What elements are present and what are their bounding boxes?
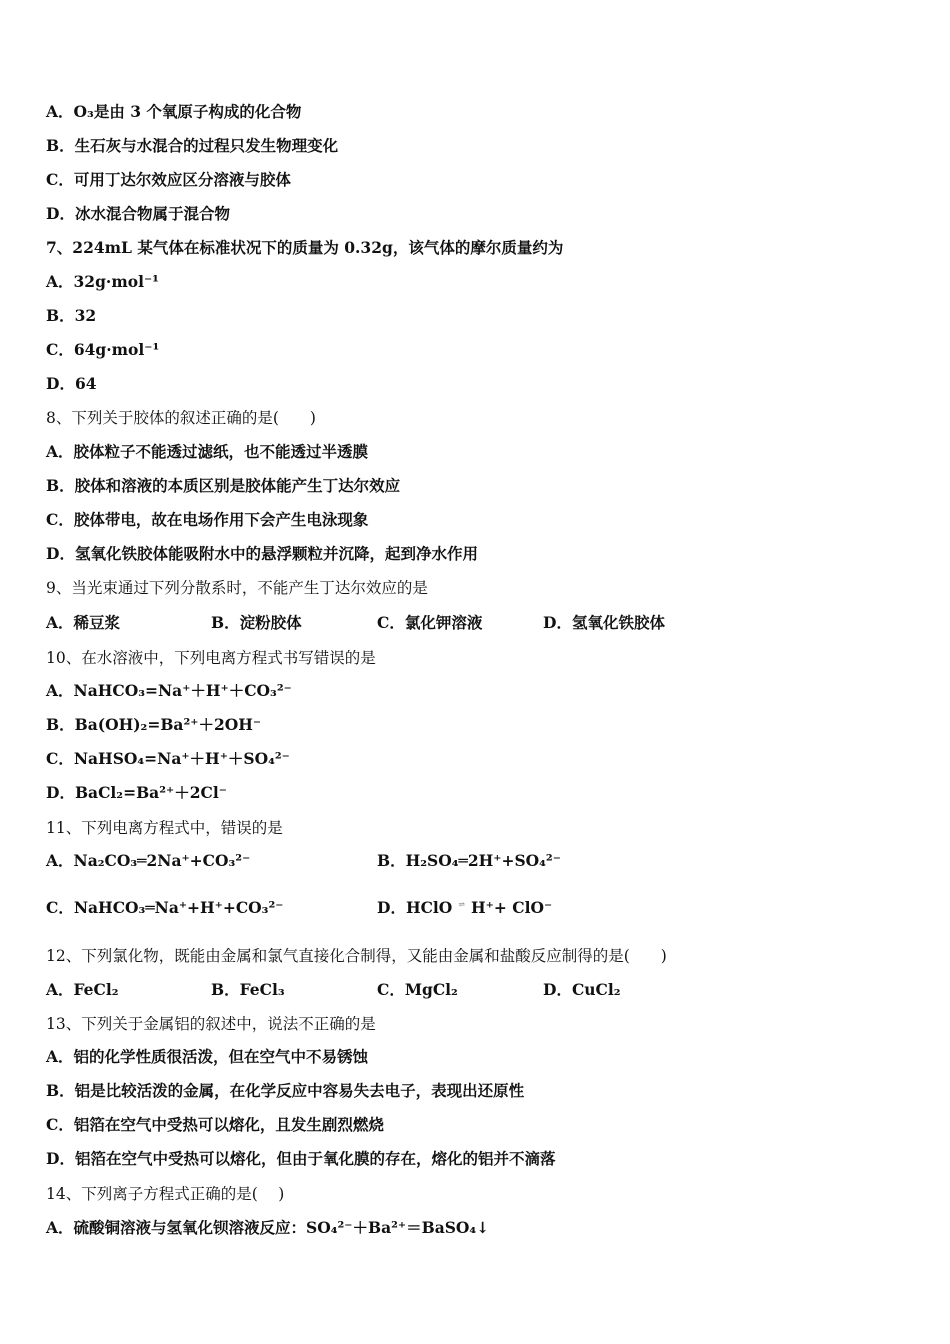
q11-stem: 11、下列电离方程式中，错误的是: [46, 819, 283, 837]
q9-option-d: D．氢氧化铁胶体: [543, 613, 665, 632]
q11-option-d-right: H⁺+ ClO⁻: [471, 898, 553, 917]
q9-options-row: [46, 611, 906, 635]
q9-option-c: C．氯化钾溶液: [377, 613, 483, 632]
q8-option-b: B．胶体和溶液的本质区别是胶体能产生丁达尔效应: [46, 476, 401, 495]
q10-option-c: C．NaHSO₄=Na⁺＋H⁺＋SO₄²⁻: [46, 749, 290, 768]
q7-option-d: D．64: [46, 374, 97, 393]
q13-option-b: B．铝是比较活泼的金属，在化学反应中容易失去电子，表现出还原性: [46, 1081, 525, 1100]
q11-option-b: B．H₂SO₄═2H⁺+SO₄²⁻: [377, 851, 561, 870]
q14-stem: 14、下列离子方程式正确的是( ): [46, 1185, 285, 1203]
q11-options-row-2: [46, 896, 906, 920]
q6-option-b: B．生石灰与水混合的过程只发生物理变化: [46, 136, 339, 155]
q9-stem: 9、当光束通过下列分散系时，不能产生丁达尔效应的是: [46, 579, 428, 597]
q10-option-b: B．Ba(OH)₂=Ba²⁺＋2OH⁻: [46, 715, 262, 734]
q10-option-d: D．BaCl₂=Ba²⁺＋2Cl⁻: [46, 783, 227, 802]
q7-stem: 7、224mL 某气体在标准状况下的质量为 0.32g，该气体的摩尔质量约为: [46, 238, 564, 257]
q6-option-c: C．可用丁达尔效应区分溶液与胶体: [46, 170, 291, 189]
q11-option-a: A．Na₂CO₃═2Na⁺+CO₃²⁻: [46, 851, 251, 870]
q8-option-d: D．氢氧化铁胶体能吸附水中的悬浮颗粒并沉降，起到净水作用: [46, 544, 478, 563]
q9-option-b: B．淀粉胶体: [211, 613, 302, 632]
equilibrium-arrow-icon: ⇌: [458, 899, 466, 909]
q10-stem: 10、在水溶液中，下列电离方程式书写错误的是: [46, 649, 376, 667]
q11-option-d-left: D．HClO: [377, 898, 453, 917]
q6-option-d: D．冰水混合物属于混合物: [46, 204, 230, 223]
q13-option-c: C．铝箔在空气中受热可以熔化，且发生剧烈燃烧: [46, 1115, 384, 1134]
q11-options-row-1: [46, 849, 906, 873]
q12-stem: 12、下列氯化物，既能由金属和氯气直接化合制得，又能由金属和盐酸反应制得的是( ): [46, 947, 667, 965]
q7-option-c: C．64g·mol⁻¹: [46, 340, 160, 359]
q8-option-c: C．胶体带电，故在电场作用下会产生电泳现象: [46, 510, 369, 529]
q7-option-a: A．32g·mol⁻¹: [46, 272, 159, 291]
q14-option-a: A．硫酸铜溶液与氢氧化钡溶液反应：SO₄²⁻＋Ba²⁺＝BaSO₄↓: [46, 1218, 490, 1237]
q10-option-a: A．NaHCO₃=Na⁺＋H⁺＋CO₃²⁻: [46, 681, 292, 700]
q11-option-c: C．NaHCO₃═Na⁺+H⁺+CO₃²⁻: [46, 898, 284, 917]
q13-option-a: A．铝的化学性质很活泼，但在空气中不易锈蚀: [46, 1047, 369, 1066]
q6-option-a: A．O₃是由 3 个氧原子构成的化合物: [46, 102, 302, 121]
q12-option-a: A．FeCl₂: [46, 980, 119, 999]
q13-stem: 13、下列关于金属铝的叙述中，说法不正确的是: [46, 1015, 376, 1033]
q12-option-d: D．CuCl₂: [543, 980, 621, 999]
q12-option-c: C．MgCl₂: [377, 980, 458, 999]
q13-option-d: D．铝箔在空气中受热可以熔化，但由于氧化膜的存在，熔化的铝并不滴落: [46, 1149, 556, 1168]
q8-option-a: A．胶体粒子不能透过滤纸，也不能透过半透膜: [46, 442, 369, 461]
q12-option-b: B．FeCl₃: [211, 980, 285, 999]
q11-option-d: [377, 896, 552, 922]
q12-options-row: [46, 978, 906, 1002]
q7-option-b: B．32: [46, 306, 97, 325]
q8-stem: 8、下列关于胶体的叙述正确的是( ): [46, 409, 316, 427]
q9-option-a: A．稀豆浆: [46, 613, 121, 632]
